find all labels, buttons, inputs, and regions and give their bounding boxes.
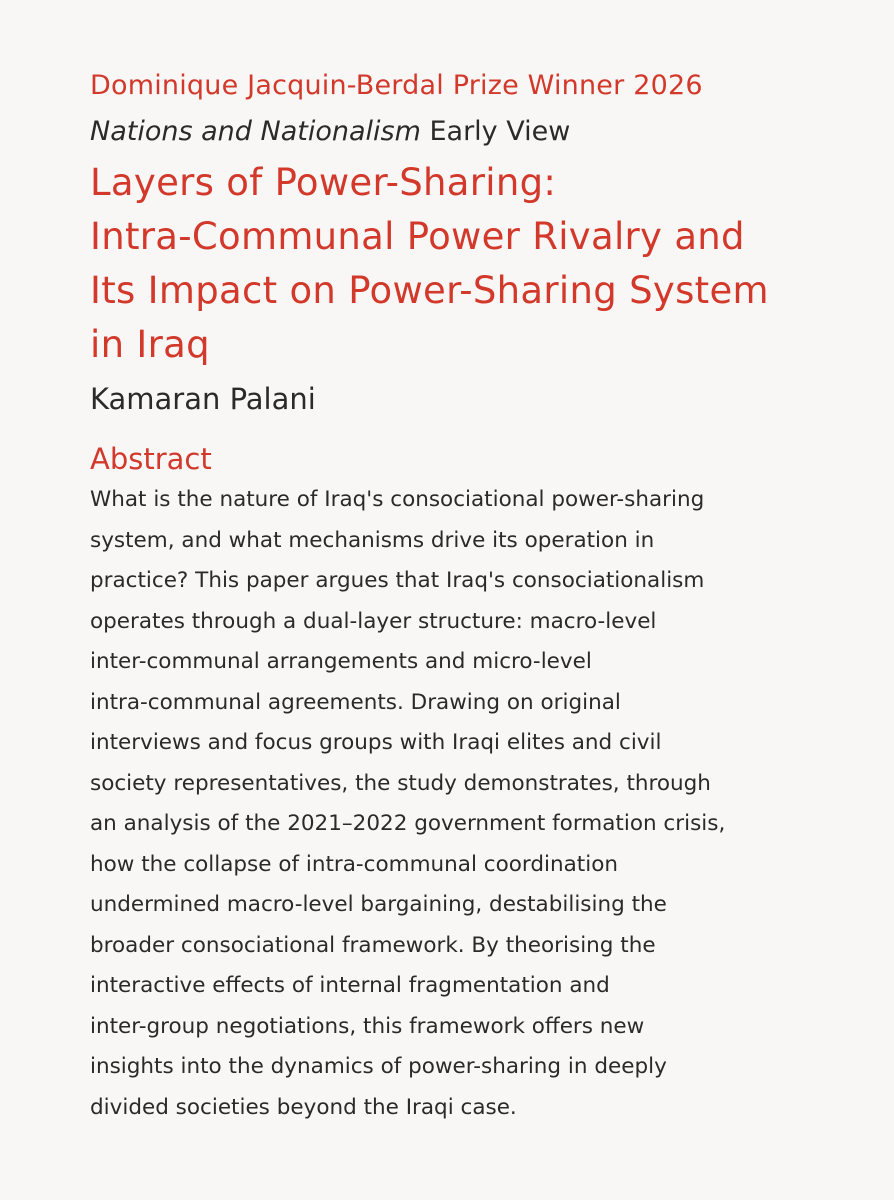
abstract-line: society representatives, the study demonstrates, through bbox=[90, 770, 711, 796]
abstract-body bbox=[90, 480, 820, 1128]
title-line: in Iraq bbox=[90, 323, 210, 366]
title-line: Layers of Power-Sharing: bbox=[90, 161, 557, 204]
journal-name: Nations and Nationalism bbox=[90, 116, 421, 147]
abstract-line: interviews and focus groups with Iraqi elites and civil bbox=[90, 730, 662, 755]
abstract-line: divided societies beyond the Iraqi case. bbox=[90, 1094, 517, 1120]
abstract-line: undermined macro-level bargaining, destabilising the bbox=[90, 892, 667, 917]
abstract-line: operates through a dual-layer structure: macro-level bbox=[90, 608, 657, 634]
abstract-line: What is the nature of Iraq's consociational power-sharing bbox=[90, 487, 705, 512]
journal-status: Early View bbox=[420, 116, 571, 147]
prize-banner: Dominique Jacquin-Berdal Prize Winner 2026 bbox=[90, 70, 703, 101]
abstract-line: system, and what mechanisms drive its operation in bbox=[90, 527, 655, 553]
abstract-line: an analysis of the 2021–2022 government formation crisis, bbox=[90, 811, 726, 836]
journal-line bbox=[90, 112, 834, 152]
abstract-line: insights into the dynamics of power-sharing in deeply bbox=[90, 1054, 667, 1079]
title-line: Intra-Communal Power Rivalry and bbox=[90, 215, 745, 258]
author-name: Kamaran Palani bbox=[90, 382, 316, 416]
abstract-line: intra-communal agreements. Drawing on original bbox=[90, 689, 621, 715]
title-line: Its Impact on Power-Sharing System bbox=[90, 269, 769, 312]
abstract-heading: Abstract bbox=[90, 442, 212, 476]
abstract-line: practice? This paper argues that Iraq's consociationalism bbox=[90, 568, 705, 593]
abstract-line: interactive effects of internal fragmentation and bbox=[90, 973, 610, 998]
abstract-line: broader consociational framework. By theorising the bbox=[90, 932, 656, 958]
abstract-line: inter-group negotiations, this framework offers new bbox=[90, 1013, 645, 1039]
abstract-line: inter-communal arrangements and micro-level bbox=[90, 649, 592, 674]
abstract-line: how the collapse of intra-communal coordination bbox=[90, 851, 618, 877]
article-title bbox=[90, 156, 834, 372]
